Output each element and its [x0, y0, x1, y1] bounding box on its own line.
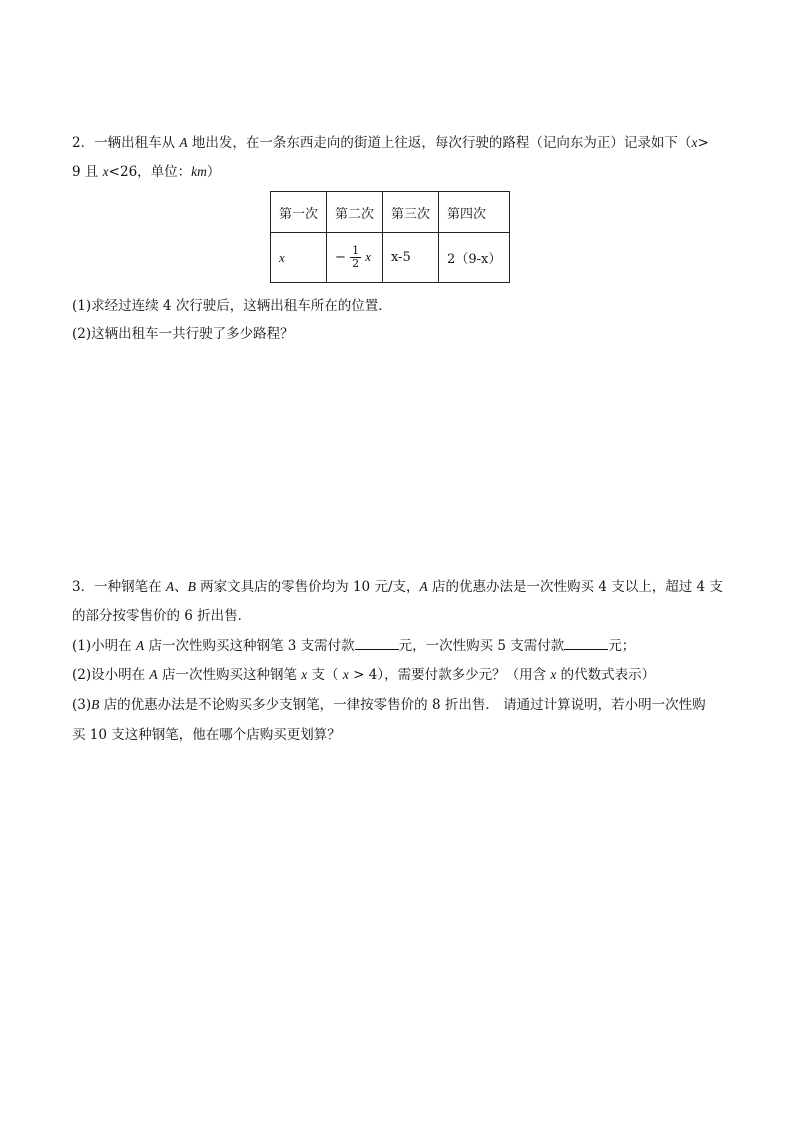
var-x: x	[691, 135, 698, 150]
var-B: B	[187, 579, 196, 594]
var-A: A	[165, 579, 175, 594]
answer-blank[interactable]	[355, 635, 399, 650]
q2-stem-text: 2．一辆出租车从	[72, 135, 180, 151]
q3-part3-line2: 买 10 支这种钢笔，他在哪个店购买更划算？	[72, 727, 341, 743]
q3-stem-text: 、	[174, 579, 188, 595]
q3-text: (2)设小明在	[72, 667, 150, 683]
q3-text: (3)	[72, 697, 92, 713]
q3-stem-line2: 的部分按零售价的 6 折出售．	[72, 608, 252, 624]
q2-stem-text: 9 且	[72, 164, 103, 180]
q3-text: 元，一次性购买 5 支需付款	[398, 638, 565, 654]
q2-stem-text: >	[697, 135, 709, 151]
q3-stem-text: 3．一种钢笔在	[72, 579, 166, 595]
q2-stem-line2	[72, 162, 220, 182]
table-header-cell: 第四次	[439, 192, 510, 233]
q3-text: 元；	[608, 638, 636, 654]
table-cell-fraction	[327, 233, 383, 283]
q2-part2: (2)这辆出租车一共行驶了多少路程？	[72, 326, 294, 342]
table-header-cell: 第三次	[383, 192, 439, 233]
trip-record-table	[270, 191, 510, 283]
var-x: x	[365, 249, 371, 264]
q3-text: 支（	[307, 667, 343, 683]
minus-sign: −	[335, 250, 346, 265]
q3-part2	[72, 665, 655, 685]
q3-stem-text: 店的优惠办法是一次性购买 4 支以上，超过 4 支	[427, 579, 723, 595]
table-row	[271, 233, 510, 283]
fraction	[350, 245, 361, 270]
q2-part1: (1)求经过连续 4 次行驶后，这辆出租车所在的位置．	[72, 298, 392, 314]
q3-text: 店一次性购买这种钢笔	[157, 667, 302, 683]
q3-part1	[72, 635, 635, 656]
fraction-numerator: 1	[352, 244, 360, 257]
var-A: A	[149, 667, 158, 682]
var-A: A	[419, 579, 428, 594]
q3-text: (1)小明在	[72, 638, 136, 654]
table-header-row	[271, 192, 510, 233]
q3-text: > 4），需要付款多少元？（用含	[348, 667, 551, 683]
q2-stem-text: 地出发，在一条东西走向的街道上往返，每次行驶的路程（记向东为正）记录如下（	[187, 135, 692, 151]
var-B: B	[91, 697, 100, 712]
var-x: x	[342, 667, 349, 682]
unit-km: km	[191, 164, 207, 179]
table-cell: x	[271, 233, 327, 283]
var-A: A	[179, 135, 188, 150]
table-cell: 2（9-x）	[439, 233, 510, 283]
q3-stem-text: 两家文具店的零售价均为 10 元/支，	[195, 579, 420, 595]
q3-text: 店的优惠办法是不论购买多少支钢笔，一律按零售价的 8 折出售． 请通过计算说明，若小明一次性购	[99, 697, 706, 713]
q3-stem-line1	[72, 577, 723, 597]
fraction-denominator: 2	[352, 257, 360, 270]
q3-part3	[72, 695, 706, 715]
var-x: x	[301, 667, 308, 682]
q2-stem-text: ）	[206, 164, 221, 180]
q2-stem-text: <26，单位：	[108, 164, 192, 180]
var-x: x	[102, 164, 109, 179]
var-A: A	[135, 638, 145, 653]
table-header-cell: 第一次	[271, 192, 327, 233]
q2-stem-line1	[72, 133, 709, 153]
q3-text: 店一次性购买这种钢笔 3 支需付款	[144, 638, 355, 654]
table-cell: x-5	[383, 233, 439, 283]
q3-text: 的代数式表示）	[556, 667, 656, 683]
var-x: x	[550, 667, 557, 682]
table-header-cell: 第二次	[327, 192, 383, 233]
answer-blank[interactable]	[564, 635, 608, 650]
